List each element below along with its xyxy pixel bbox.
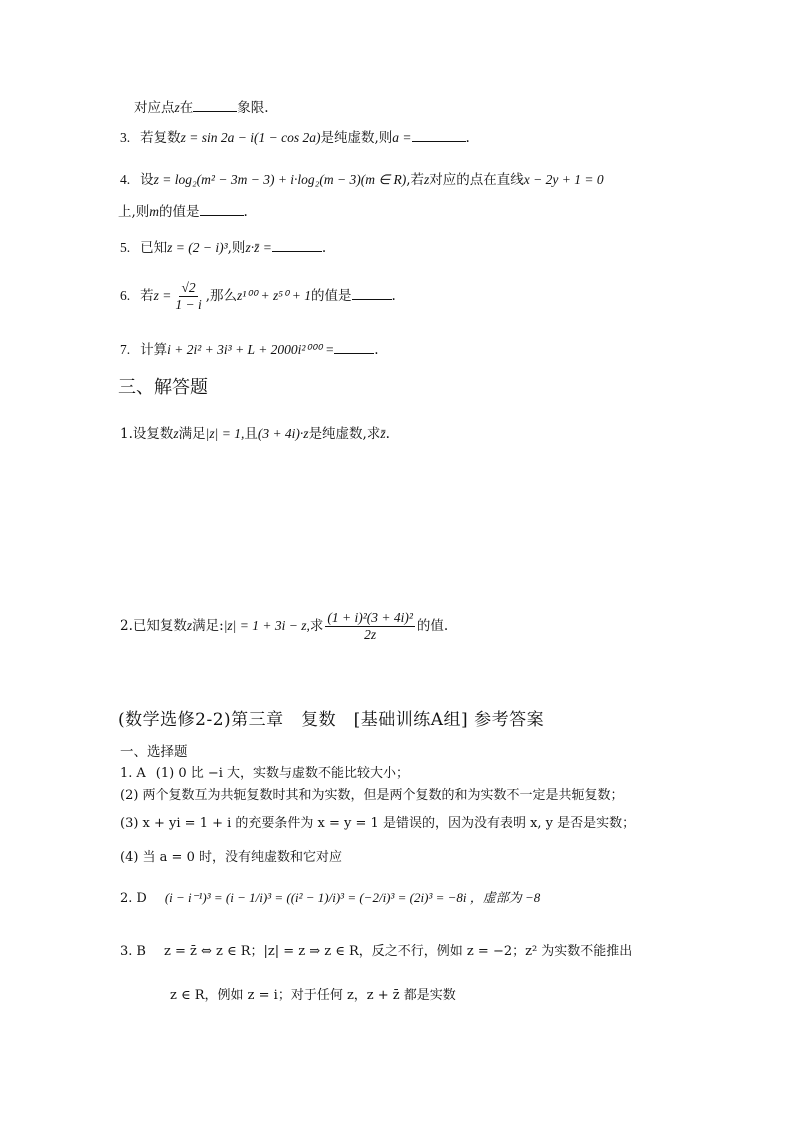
problem-number: 2. [120,618,133,634]
answer-2 [120,888,540,909]
q4-end: . [243,204,248,220]
answer-number: 3. [120,944,133,959]
answer-1-line-3: (3) x + yi = 1 + i 的充要条件为 x = y = 1 是错误的，因为没有表明 x, y 是否是实数； [120,816,636,831]
question-number: 4. [120,172,131,187]
question-number: 6. [120,288,131,303]
question-4-cont [118,202,248,222]
s2-frac-bot: 2z [364,627,377,642]
q4-expr: z = log₂(m² − 3m − 3) + i·log₂(m − 3)(m ∈ R) [153,172,407,187]
answer-blank[interactable] [352,287,392,300]
answer-letter: B [136,944,146,959]
q4-cont-var: m [149,204,160,219]
solve-problem-2 [120,608,448,644]
answer-text: (i − i⁻¹)³ = (i − 1/i)³ = ((i² − 1)/i)³ = (−2/i)³ = (2i)³ = −8i ，虚部为 −8 [164,890,541,905]
answer-1-line-1 [120,764,409,784]
question-7 [120,340,379,360]
q4-var: z [424,172,430,187]
q5-mid: ,则 [227,240,246,256]
answer-1-line-2: (2) 两个复数互为共轭复数时其和为实数，但是两个复数的和为实数不一定是共轭复数； [120,788,624,803]
s1-pre: 设复数 [132,426,174,442]
q4-mid2: 对应的点在直线 [429,172,524,188]
answer-text: (1) 0 比 −i 大，实数与虚数不能比较大小； [155,766,410,781]
q6-mid: ,那么 [205,288,238,304]
answer-blank[interactable] [412,129,466,142]
answer-letter: A [136,766,146,781]
question-4 [120,170,604,190]
s2-frac-top: (1 + i)²(3 + 4i)² [327,610,413,625]
s1-post: 是纯虚数,求 [308,426,381,442]
question-number: 3. [120,130,131,145]
s1-var: z [173,426,179,441]
question-prev-line [134,98,269,118]
q5-ans: z·z̄ = [245,240,272,255]
problem-number: 1. [120,426,133,442]
q6-fraction [173,280,203,313]
q3-ans: a = [392,130,412,145]
question-5 [120,238,326,258]
q4-cont-post: 的值是 [159,204,200,220]
q6-frac-top: √2 [181,280,196,295]
q3-end: . [465,130,470,146]
q5-expr: z = (2 − i)³ [167,240,228,255]
answer-blank[interactable] [200,203,244,216]
answers-section-1: 一、选择题 [120,744,188,760]
q6-pre: 若 [140,288,154,304]
s2-fraction [325,610,415,643]
q-prev-var: z [174,100,180,115]
q-prev-post: 象限. [237,100,269,116]
q7-expr: i + 2i² + 3i³ + L + 2000i²⁰⁰⁰ = [167,342,335,357]
question-number: 7. [120,342,131,357]
q7-pre: 计算 [140,342,168,358]
answer-3-line-1 [120,942,632,962]
q4-line: x − 2y + 1 = 0 [523,172,604,187]
s2-end: 的值. [416,618,449,634]
q4-mid: ,若 [406,172,425,188]
q6-expr: z¹⁰⁰ + z⁵⁰ + 1 [237,288,312,303]
answer-blank[interactable] [193,99,237,112]
q3-mid: 是纯虚数,则 [320,130,393,146]
q3-expr: z = sin 2a − i(1 − cos 2a) [180,130,321,145]
q7-end: . [374,342,379,358]
q5-pre: 已知 [140,240,168,256]
answer-number: 1. [120,766,133,781]
s2-var: z [186,618,193,633]
q6-lhs: z = [153,288,172,303]
answer-letter: D [136,891,147,906]
q-prev-mid: 在 [179,100,194,116]
s1-cond: |z| = 1, [205,426,245,441]
answer-blank[interactable] [334,341,374,354]
section-heading: 三、解答题 [118,377,208,398]
s1-end: . [385,426,390,442]
s2-mid: 满足: [192,618,224,634]
s1-ans: z̄ [380,426,386,441]
question-number: 5. [120,240,131,255]
q6-post: 的值是 [311,288,352,304]
s2-cond: |z| = 1 + 3i − z, [223,618,310,633]
question-3 [120,128,470,148]
answer-3-line-2: z ∈ R，例如 z = i；对于任何 z，z + z̄ 都是实数 [170,988,456,1003]
answer-1-line-4: (4) 当 a = 0 时，没有纯虚数和它对应 [120,850,342,865]
q6-end: . [391,288,396,304]
q-prev-pre: 对应点 [134,100,175,116]
s1-mid2: 且 [244,426,258,442]
s2-pre: 已知复数 [132,618,187,634]
solve-problem-1 [120,424,390,444]
question-6 [120,278,396,314]
q5-end: . [321,240,327,256]
q6-frac-bot: 1 − i [175,297,202,312]
s1-expr: (3 + 4i)·z [257,426,309,441]
q4-cont-pre: 上,则 [118,204,150,220]
answer-blank[interactable] [272,239,322,252]
q3-pre: 若复数 [140,130,181,146]
answer-text: z = z̄ ⇔ z ∈ R；|z| = z ⇒ z ∈ R，反之不行，例如 z = −2；z² 为实数不能推出 [163,944,633,959]
q4-pre: 设 [140,172,154,188]
answer-number: 2. [120,891,133,906]
s1-mid: 满足 [178,426,206,442]
s2-post: 求 [309,618,324,634]
answers-header: (数学选修2-2)第三章 复数 [基础训练A组] 参考答案 [118,710,545,730]
